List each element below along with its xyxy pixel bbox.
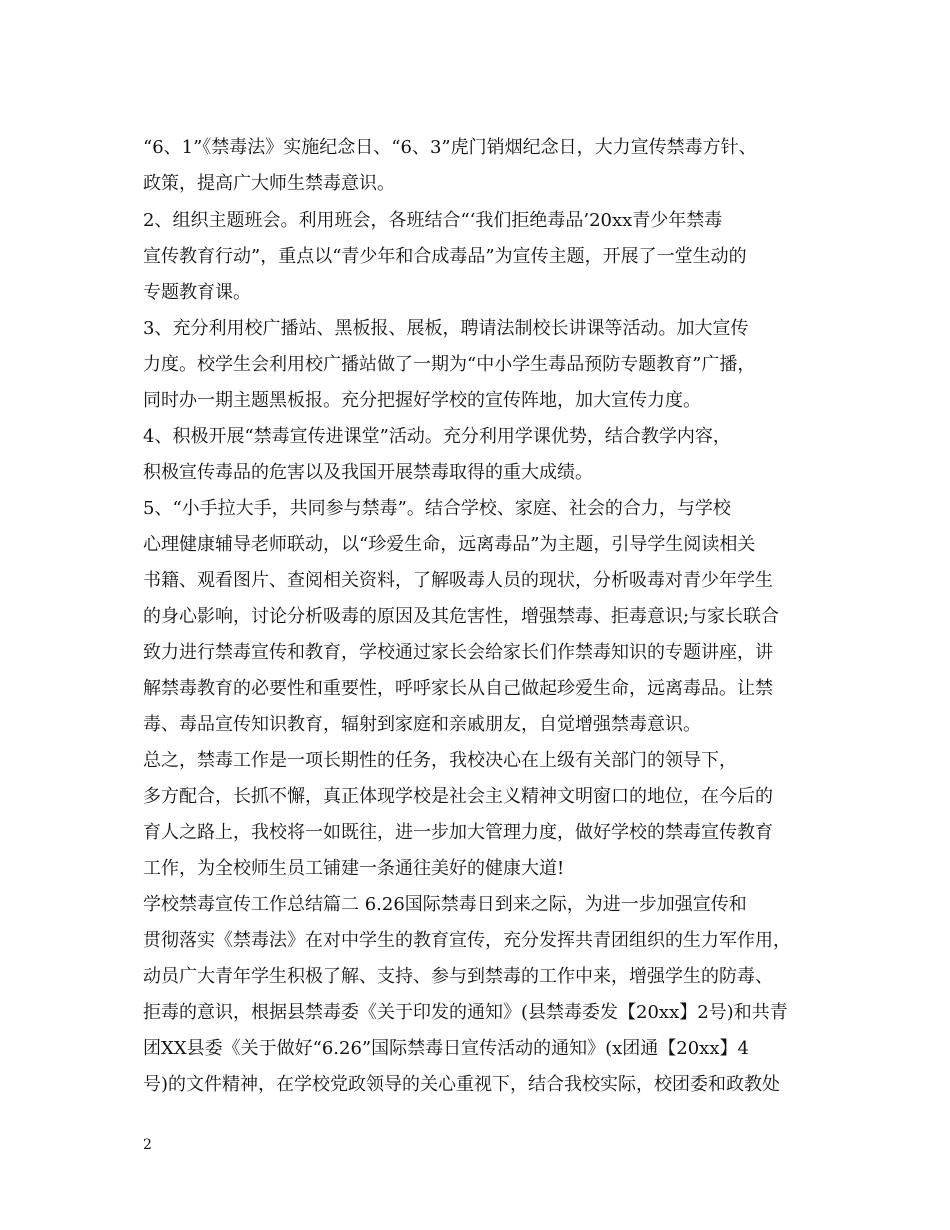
text-line: 解禁毒教育的必要性和重要性，呼呼家长从自己做起珍爱生命，远离毒品。让禁 [143, 678, 773, 699]
text-line: 力度。校学生会利用校广播站做了一期为“中小学生毒品预防专题教育”广播， [143, 354, 756, 375]
text-line: 动员广大青年学生积极了解、支持、参与到禁毒的工作中来，增强学生的防毒、 [143, 966, 773, 987]
text-line: 专题教育课。 [143, 282, 251, 303]
text-line: 多方配合，长抓不懈，真正体现学校是社会主义精神文明窗口的地位，在今后的 [143, 786, 773, 807]
text-line: “6、1”《禁毒法》实施纪念日、“6、3”虎门销烟纪念日，大力宣传禁毒方针、 [143, 137, 757, 158]
text-line: 同时办一期主题黑板报。充分把握好学校的宣传阵地，加大宣传力度。 [143, 390, 701, 411]
text-line: 政策，提高广大师生禁毒意识。 [143, 173, 395, 194]
text-line: 的身心影响，讨论分析吸毒的原因及其危害性，增强禁毒、拒毒意识;与家长联合 [143, 606, 780, 627]
text-line: 团XX县委《关于做好“6.26”国际禁毒日宣传活动的通知》(x团通【20xx】4 [143, 1038, 749, 1059]
text-line: 5、“小手拉大手，共同参与禁毒”。结合学校、家庭、社会的合力，与学校 [143, 498, 731, 519]
text-line: 书籍、观看图片、查阅相关资料，了解吸毒人员的现状，分析吸毒对青少年学生 [143, 570, 773, 591]
text-line: 学校禁毒宣传工作总结篇二 6.26国际禁毒日到来之际，为进一步加强宣传和 [143, 894, 747, 915]
text-line: 总之，禁毒工作是一项长期性的任务，我校决心在上级有关部门的领导下， [143, 750, 737, 771]
page-number: 2 [143, 1137, 152, 1153]
text-line: 贯彻落实《禁毒法》在对中学生的教育宣传，充分发挥共青团组织的生力军作用， [143, 930, 791, 951]
text-line: 积极宣传毒品的危害以及我国开展禁毒取得的重大成绩。 [143, 462, 593, 483]
text-line: 拒毒的意识，根据县禁毒委《关于印发的通知》(县禁毒委发【20xx】2号)和共青 [143, 1002, 788, 1023]
text-line: 心理健康辅导老师联动，以“珍爱生命，远离毒品”为主题，引导学生阅读相关 [143, 534, 756, 555]
text-line: 2、组织主题班会。利用班会，各班结合“‘我们拒绝毒品’20xx青少年禁毒 [143, 210, 723, 231]
text-line: 毒、毒品宣传知识教育，辐射到家庭和亲戚朋友，自觉增强禁毒意识。 [143, 714, 701, 735]
text-line: 工作，为全校师生员工铺建一条通往美好的健康大道! [143, 858, 565, 879]
text-line: 致力进行禁毒宣传和教育，学校通过家长会给家长们作禁毒知识的专题讲座，讲 [143, 642, 773, 663]
text-line: 4、积极开展“禁毒宣传进课堂”活动。充分利用学课优势，结合教学内容， [143, 426, 731, 447]
text-line: 宣传教育行动”，重点以“青少年和合成毒品”为宣传主题，开展了一堂生动的 [143, 246, 747, 267]
text-line: 育人之路上，我校将一如既往，进一步加大管理力度，做好学校的禁毒宣传教育 [143, 822, 773, 843]
text-line: 3、充分利用校广播站、黑板报、展板，聘请法制校长讲课等活动。加大宣传 [143, 318, 749, 339]
text-line: 号)的文件精神，在学校党政领导的关心重视下，结合我校实际，校团委和政教处 [143, 1074, 781, 1095]
